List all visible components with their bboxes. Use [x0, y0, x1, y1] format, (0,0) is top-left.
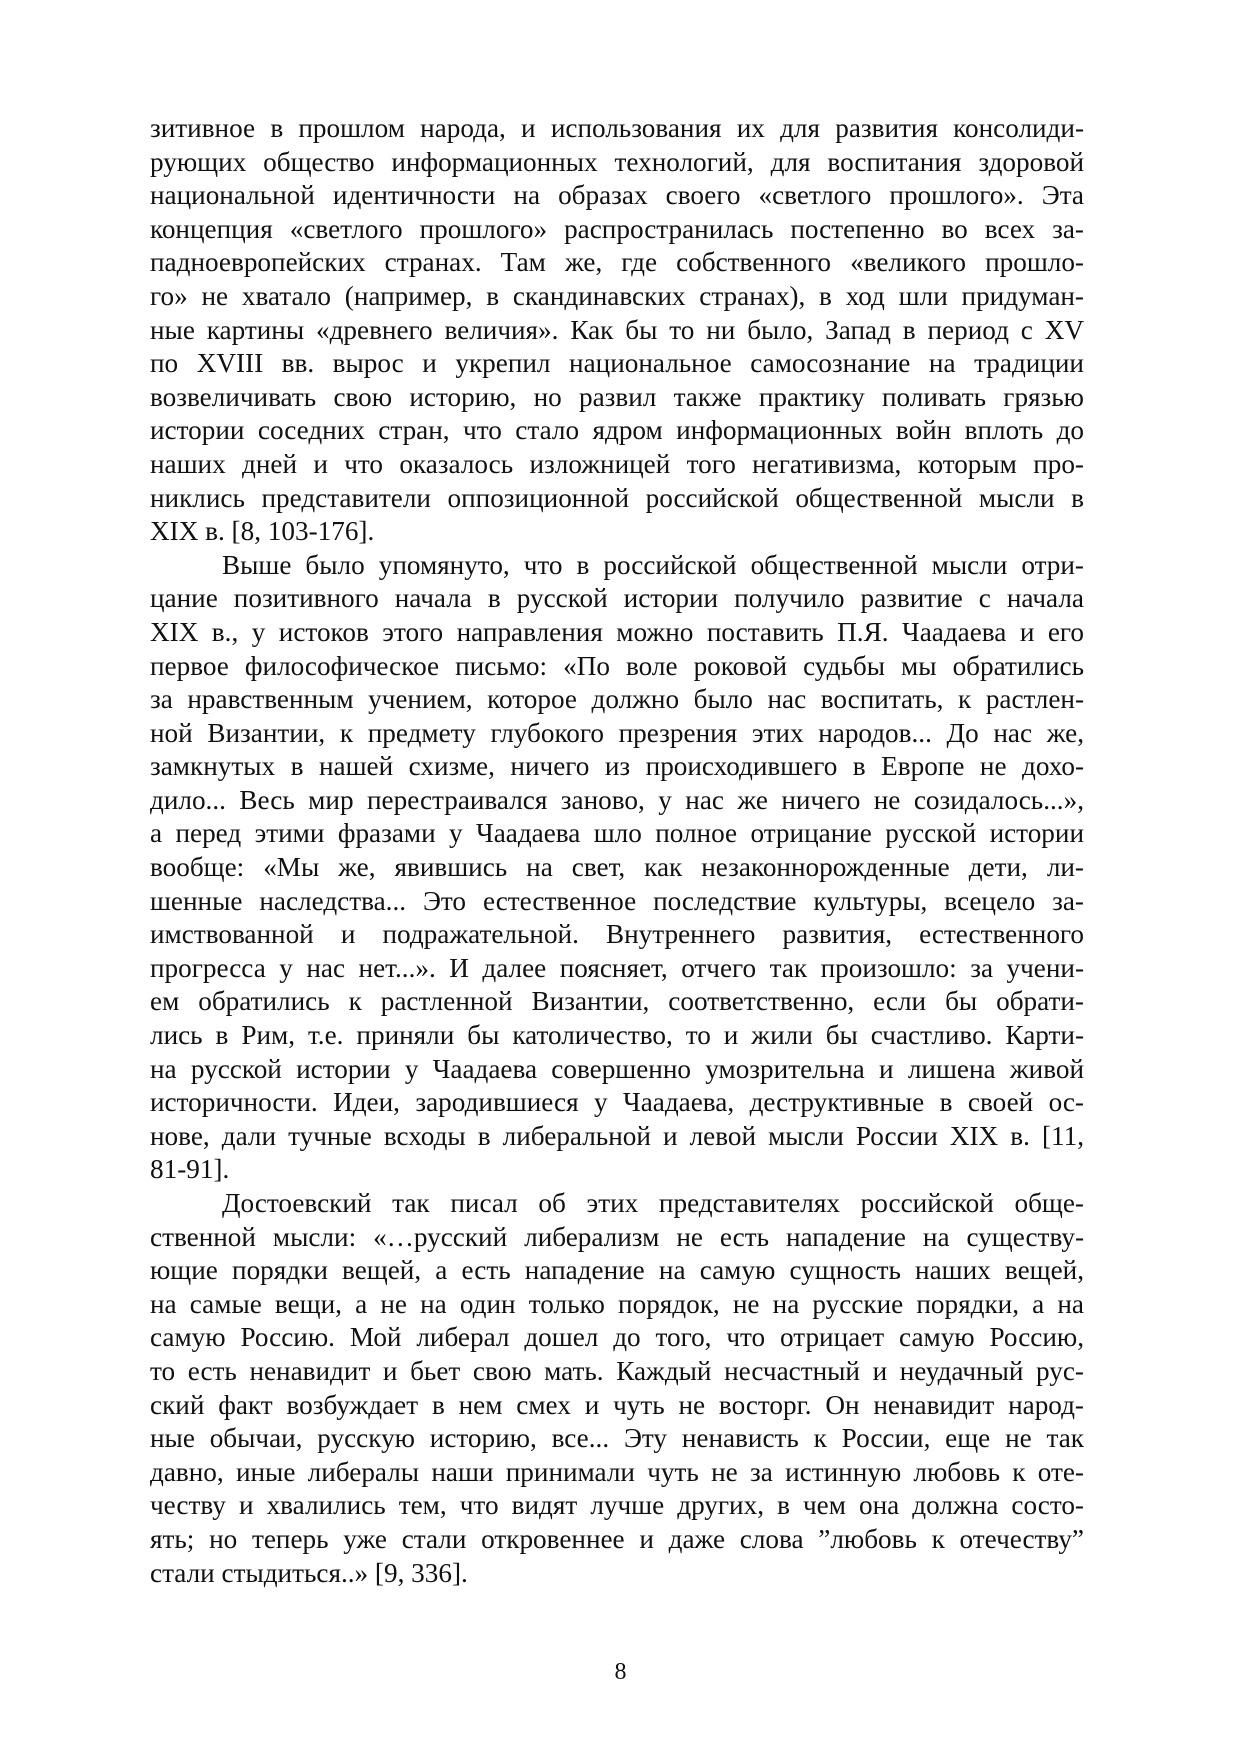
text-line: дило... Весь мир перестраивался заново, у нас же ничего не созидалось...»,	[150, 784, 1084, 815]
text-line: 81-91].	[150, 1154, 230, 1185]
text-line: на самые вещи, а не на один только порядок, не на русские порядки, а на	[150, 1288, 1084, 1319]
text-line: на русской истории у Чаадаева совершенно умозрительна и лишена живой	[150, 1053, 1084, 1084]
text-line: ять; но теперь уже стали откровеннее и даже слова ”любовь к отечеству”	[150, 1523, 1084, 1554]
text-line: национальной идентичности на образах своего «светлого прошлого». Эта	[150, 180, 1084, 211]
text-line: го» не хватало (например, в скандинавских странах), в ход шли придуман-	[150, 280, 1084, 311]
text-line: стали стыдиться..» [9, 336].	[150, 1557, 468, 1588]
text-line: первое философическое письмо: «По воле роковой судьбы мы обратились	[150, 650, 1084, 681]
text-line: ющие порядки вещей, а есть нападение на самую сущность наших вещей,	[150, 1255, 1084, 1286]
text-line: ский факт возбуждает в нем смех и чуть не восторг. Он ненавидит народ-	[150, 1389, 1084, 1420]
paragraph	[150, 112, 1084, 549]
text-line: ные обычаи, русскую историю, все... Эту ненависть к России, еще не так	[150, 1423, 1084, 1454]
text-line: ные картины «древнего величия». Как бы то ни было, Запад в период с XV	[150, 314, 1084, 345]
text-line: Достоевский так писал об этих представителях российской обще-	[222, 1188, 1084, 1218]
text-line: самую Россию. Мой либерал дошел до того, что отрицает самую Россию,	[150, 1322, 1084, 1353]
text-line: истории соседних стран, что стало ядром информационных войн вплоть до	[150, 415, 1084, 446]
text-line: ной Византии, к предмету глубокого презрения этих народов... До нас же,	[150, 717, 1084, 748]
text-line: XIX в. [8, 103-176].	[150, 516, 375, 547]
paragraph	[150, 549, 1084, 1187]
text-line: XIX в., у истоков этого направления можно поставить П.Я. Чаадаева и его	[150, 616, 1084, 647]
text-line: шенные наследства... Это естественное последствие культуры, всецело за-	[150, 885, 1084, 916]
text-line: нове, дали тучные всходы в либеральной и левой мысли России XIX в. [11,	[150, 1120, 1084, 1151]
text-line: наших дней и что оказалось изложницей того негативизма, которым про-	[150, 448, 1084, 479]
text-line: возвеличивать свою историю, но развил также практику поливать грязью	[150, 381, 1084, 412]
text-line: ем обратились к растленной Византии, соответственно, если бы обрати-	[150, 986, 1084, 1017]
text-line: а перед этими фразами у Чаадаева шло полное отрицание русской истории	[150, 818, 1084, 849]
text-line: историчности. Идеи, зародившиеся у Чаадаева, деструктивные в своей ос-	[150, 1087, 1084, 1118]
text-line: никлись представители оппозиционной российской общественной мысли в	[150, 482, 1084, 513]
text-line: рующих общество информационных технологий, для воспитания здоровой	[150, 146, 1084, 177]
text-line: Выше было упомянуто, что в российской общественной мысли отри-	[222, 549, 1084, 580]
text-line: давно, иные либералы наши принимали чуть не за истинную любовь к оте-	[150, 1456, 1084, 1487]
text-line: вообще: «Мы же, явившись на свет, как незаконнорожденные дети, ли-	[150, 852, 1084, 883]
text-line: прогресса у нас нет...». И далее поясняет, отчего так произошло: за учени-	[150, 952, 1084, 983]
paragraph	[150, 1187, 1084, 1590]
text-line: то есть ненавидит и бьет свою мать. Каждый несчастный и неудачный рус-	[150, 1355, 1084, 1386]
text-line: по XVIII вв. вырос и укрепил национальное самосознание на традиции	[150, 348, 1084, 379]
text-line: концепция «светлого прошлого» распространилась постепенно во всех за-	[150, 213, 1084, 244]
text-line: за нравственным учением, которое должно было нас воспитать, к растлен-	[150, 684, 1084, 715]
text-line: имствованной и подражательной. Внутреннего развития, естественного	[150, 919, 1084, 950]
text-line: зитивное в прошлом народа, и использования их для развития консолиди-	[150, 113, 1084, 143]
body-text	[150, 112, 1084, 1590]
text-line: ственной мысли: «…русский либерализм не есть нападение на существу-	[150, 1221, 1084, 1252]
text-line: честву и хвалились тем, что видят лучше других, в чем она должна состо-	[150, 1490, 1084, 1521]
page-number: 8	[614, 1659, 627, 1685]
text-line: лись в Рим, т.е. приняли бы католичество, то и жили бы счастливо. Карти-	[150, 1020, 1084, 1051]
text-line: падноевропейских странах. Там же, где собственного «великого прошло-	[150, 247, 1084, 278]
text-line: цание позитивного начала в русской истории получило развитие с начала	[150, 583, 1084, 614]
text-line: замкнутых в нашей схизме, ничего из происходившего в Европе не дохо-	[150, 751, 1084, 782]
